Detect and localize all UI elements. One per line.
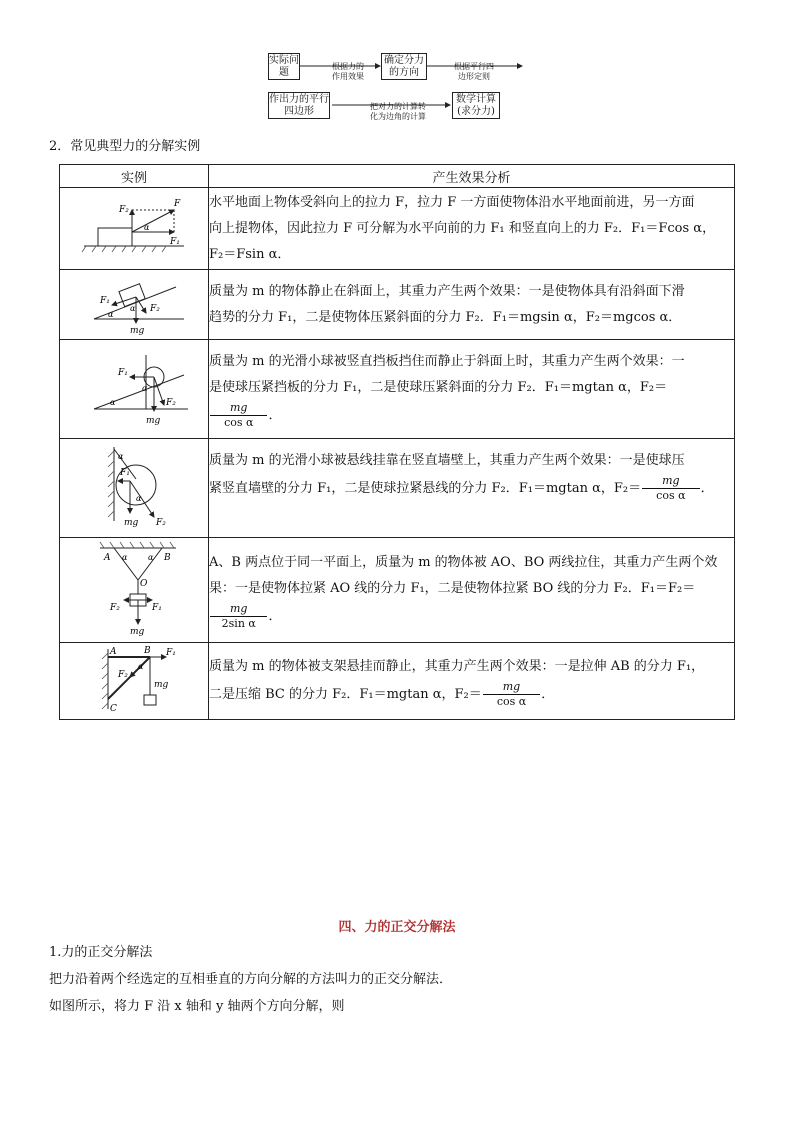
fig-label: F₁ — [100, 295, 110, 306]
fig-label: mg — [130, 627, 145, 636]
header-example: 实例 — [60, 165, 209, 188]
end-mark: ． — [541, 686, 555, 702]
analysis-cell — [209, 270, 735, 340]
analysis-line: A、B 两点位于同一平面上，质量为 m 的物体被 AO、BO 两线拉住，其重力产生两个效 — [209, 554, 718, 570]
figure-cell — [60, 188, 209, 270]
analysis-line: 水平地面上物体受斜向上的拉力 F，拉力 F 一方面使物体沿水平地面前进，另一方面 — [209, 194, 695, 210]
fig-label: α — [144, 222, 150, 232]
fig-label: F₁ — [170, 236, 180, 247]
fraction-numerator: mg — [642, 474, 699, 489]
fig-label: α — [136, 494, 142, 503]
flow-box-math-calc: 数学计算(求分力) — [452, 92, 500, 119]
fig-label: α — [122, 553, 128, 562]
analysis-cell — [209, 643, 735, 720]
table-header-row — [60, 165, 735, 188]
fraction — [210, 602, 267, 631]
fig-label: α — [148, 553, 154, 562]
end-mark: ． — [268, 608, 282, 624]
fig-label: F₁ — [120, 468, 130, 478]
flow-label-parallelogram: 根据平行四 边形定则 — [454, 62, 494, 81]
analysis-line: 趋势的分力 F₁，二是使物体压紧斜面的分力 F₂．F₁＝mgsin α，F₂＝mgcos α． — [209, 309, 682, 325]
fig-label: α — [110, 398, 116, 407]
analysis-line: 质量为 m 的物体被支架悬挂而静止，其重力产生两个效果：一是拉伸 AB 的分力 F₁， — [209, 658, 705, 674]
flow-box-determine-direction: 确定分力的方向 — [381, 53, 427, 80]
table-row — [60, 340, 735, 439]
analysis-line: 是使球压紧挡板的分力 F₁，二是使球压紧斜面的分力 F₂．F₁＝mgtan α，F₂＝ — [209, 379, 668, 395]
analysis-text: 紧竖直墙壁的分力 F₁，二是使球拉紧悬线的分力 F₂．F₁＝mgtan α，F₂＝ — [209, 480, 642, 496]
fraction-numerator: mg — [483, 680, 540, 695]
flow-box-draw-parallelogram: 作出力的平行四边形 — [268, 92, 330, 119]
analysis-line: F₂＝Fsin α． — [209, 246, 291, 262]
analysis-cell — [209, 188, 735, 270]
flow-label-effect: 根据力的 作用效果 — [332, 62, 364, 81]
fraction-numerator: mg — [210, 401, 267, 416]
figure-ball-hanging-on-wall — [64, 441, 204, 531]
fig-label: α — [142, 384, 148, 393]
fig-label: α — [118, 452, 124, 461]
section-4-paragraph-1: 把力沿着两个经选定的互相垂直的方向分解的方法叫力的正交分解法． — [49, 972, 453, 987]
fig-label: C — [110, 704, 117, 714]
section-4-heading: 四、力的正交分解法 — [338, 920, 456, 935]
analysis-cell — [209, 538, 735, 643]
fig-label: B — [144, 646, 151, 656]
section-2-title: 2．常见典型力的分解实例 — [49, 139, 201, 154]
analysis-text: 二是压缩 BC 的分力 F₂．F₁＝mgtan α，F₂＝ — [209, 686, 482, 702]
fig-label: F₁ — [118, 368, 128, 378]
end-mark: ． — [268, 407, 282, 423]
fraction-numerator: mg — [210, 602, 267, 617]
flow-label-convert: 把对力的计算转 化为边角的计算 — [370, 102, 426, 121]
table-row — [60, 538, 735, 643]
figure-cell — [60, 340, 209, 439]
figure-cell — [60, 643, 209, 720]
analysis-line — [209, 474, 734, 503]
fig-label: α — [130, 303, 136, 313]
figure-cell — [60, 270, 209, 340]
analysis-line: 质量为 m 的物体静止在斜面上，其重力产生两个效果：一是使物体具有沿斜面下滑 — [209, 283, 685, 299]
analysis-line — [209, 401, 734, 430]
fig-label: A — [110, 647, 117, 657]
end-mark: ． — [700, 480, 714, 496]
fig-label: F₁ — [152, 603, 162, 613]
fraction — [483, 680, 540, 709]
analysis-cell — [209, 439, 735, 538]
fig-label: mg — [154, 680, 169, 690]
fig-label: F₂ — [119, 204, 129, 215]
fraction-denominator: cos α — [496, 694, 527, 708]
fraction — [642, 474, 699, 503]
fig-label: α — [108, 309, 114, 319]
fig-label: F₁ — [166, 648, 176, 658]
figure-ball-on-incline-with-board — [64, 347, 204, 427]
fig-label: O — [140, 579, 148, 589]
table-row — [60, 188, 735, 270]
fig-label: F₂ — [118, 670, 128, 680]
figure-two-strings — [64, 540, 204, 636]
fig-label: mg — [124, 518, 139, 528]
analysis-cell — [209, 340, 735, 439]
analysis-line: 质量为 m 的光滑小球被悬线挂靠在竖直墙壁上，其重力产生两个效果：一是使球压 — [209, 452, 685, 468]
analysis-line — [209, 680, 734, 709]
analysis-line: 果：一是使物体拉紧 AO 线的分力 F₁，二是使物体拉紧 BO 线的分力 F₂．F₁＝F₂＝ — [209, 580, 696, 596]
figure-cell — [60, 538, 209, 643]
fig-label: A — [104, 553, 111, 563]
fraction-denominator: cos α — [656, 488, 686, 502]
fraction-denominator: 2sin α — [221, 616, 256, 630]
flow-box-actual-problem: 实际问题 — [268, 53, 300, 80]
fraction — [210, 401, 267, 430]
table-row — [60, 270, 735, 340]
header-analysis: 产生效果分析 — [209, 165, 735, 188]
figure-pull-on-ground — [64, 192, 204, 262]
figure-bracket-support — [64, 643, 204, 715]
section-4-paragraph-2: 如图所示，将力 F 沿 x 轴和 y 轴两个方向分解，则 — [49, 999, 345, 1014]
force-decomposition-table — [59, 164, 735, 720]
fig-label: mg — [130, 325, 145, 335]
analysis-line: 向上提物体，因此拉力 F 可分解为水平向前的力 F₁ 和竖直向上的力 F₂．F₁＝Fcos α， — [209, 220, 716, 236]
figure-cell — [60, 439, 209, 538]
fig-label: F — [174, 198, 181, 209]
fig-label: F₂ — [150, 303, 160, 314]
fig-label: α — [138, 662, 144, 671]
fraction-denominator: cos α — [224, 415, 254, 429]
fig-label: F₂ — [156, 518, 166, 528]
fig-label: B — [164, 553, 171, 563]
analysis-line — [209, 602, 734, 631]
fig-label: F₂ — [166, 398, 176, 408]
fig-label: F₂ — [110, 603, 120, 613]
analysis-line: 质量为 m 的光滑小球被竖直挡板挡住而静止于斜面上时，其重力产生两个效果：一 — [209, 353, 685, 369]
figure-block-on-incline — [64, 271, 204, 335]
fig-label: mg — [146, 416, 161, 426]
section-4-item-1: 1.力的正交分解法 — [49, 945, 153, 960]
table-row — [60, 439, 735, 538]
table-row — [60, 643, 735, 720]
